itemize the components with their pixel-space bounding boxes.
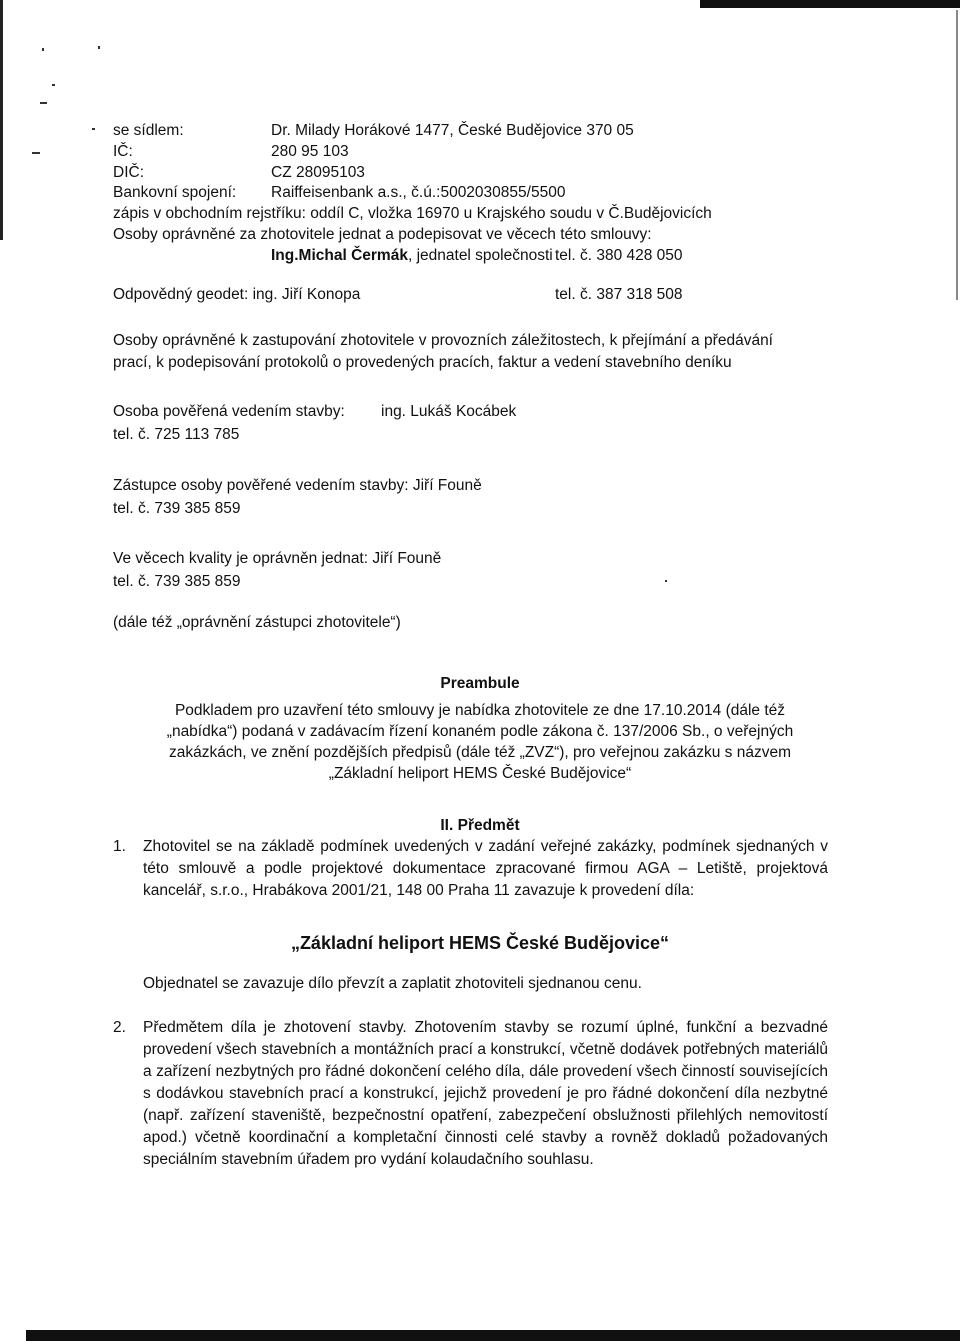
preamble-line: „Základní heliport HEMS České Budějovice“ [328, 765, 632, 782]
scan-border-bottom [26, 1330, 960, 1341]
representative-role: , jednatel společnosti [407, 247, 553, 264]
scan-speck [32, 152, 40, 154]
deputy: Zástupce osoby pověřené vedením stavby: Jiří Founě [113, 477, 482, 494]
work-title: „Základní heliport HEMS České Budějovice“ [290, 933, 670, 953]
item-1-text: Zhotovitel se na základě podmínek uvedených v zadání veřejné zakázky, podmínek sjednaných v této smlouvě a podle projektové dokumentace zpracované firmou AGA – Letiště, projektová kancelář, s.r.o., Hrabákova 2001/21, 148 00 Praha 11 zavazuje k provedení díla: [143, 838, 828, 899]
representative [271, 245, 553, 267]
section-title: II. Předmět [440, 817, 520, 834]
ic-value: 280 95 103 [271, 143, 349, 160]
preamble-title: Preambule [440, 675, 520, 692]
scan-border-left [0, 0, 3, 240]
scan-border-right [956, 10, 958, 300]
preamble-line: „nabídka“) podaná v zadávacím řízení konaném podle zákona č. 137/2006 Sb., o veřejných [166, 723, 794, 740]
scan-speck [98, 46, 100, 49]
item-2-text: Předmětem díla je zhotovení stavby. Zhotovením stavby se rozumí úplné, funkční a bezvadné provedení všech stavebních a montážních prací a konstrukcí, včetně dodávek potřebných materiálů a zařízení nezbytných pro řádné dokončení celého díla, dále provedení všech činností souvisejících s dodávkou stavebních prací a konstrukcí, jejichž provedení je pro řádné dokončení díla nezbytné (např. zařízení staveniště, bezpečnostní opatření, zabezpečení obslužnosti přilehlých nemovitostí apod.) včetně koordinační a kompletační činnosti celé stavby a rovněž dokladů požadovaných speciálním stavebním úřadem pro vydání kolaudačního souhlasu. [143, 1019, 828, 1168]
manager-tel: tel. č. 725 113 785 [113, 426, 240, 443]
sidlo-value: Dr. Milady Horákové 1477, České Budějovice 370 05 [271, 122, 634, 139]
manager-name: ing. Lukáš Kocábek [381, 403, 517, 420]
scan-speck [665, 580, 667, 582]
scan-speck [40, 102, 47, 104]
representative-name: Ing.Michal Čermák [271, 247, 408, 264]
geodet: Odpovědný geodet: ing. Jiří Konopa [113, 286, 361, 303]
bank-label: Bankovní spojení: [113, 184, 237, 201]
sidlo-label: se sídlem: [113, 122, 184, 139]
bank-value: Raiffeisenbank a.s., č.ú.:5002030855/5500 [271, 184, 566, 201]
quality: Ve věcech kvality je oprávněn jednat: Jiří Founě [113, 550, 442, 567]
representatives-intro: Osoby oprávněné k zastupování zhotovitele v provozních záležitostech, k přejímání a předávání prací, k podepisování protokolů o provedených pracích, faktur a vedení stavebního deníku [113, 332, 773, 371]
client-obligation: Objednatel se zavazuje dílo převzít a zaplatit zhotoviteli sjednanou cenu. [143, 975, 642, 992]
scan-speck [42, 48, 44, 51]
quality-tel: tel. č. 739 385 859 [113, 573, 241, 590]
item-number: 2. [113, 1019, 126, 1036]
dic-label: DIČ: [113, 164, 144, 181]
scan-speck [52, 84, 55, 86]
geodet-tel: tel. č. 387 318 508 [555, 286, 683, 303]
registry-line: zápis v obchodním rejstříku: oddíl C, vložka 16970 u Krajského soudu v Č.Budějovicích [113, 205, 712, 222]
deputy-tel: tel. č. 739 385 859 [113, 500, 241, 517]
ic-label: IČ: [113, 143, 133, 160]
preamble-line: Podkladem pro uzavření této smlouvy je nabídka zhotovitele ze dne 17.10.2014 (dále též [174, 702, 786, 719]
scan-speck [92, 128, 95, 130]
authorized-persons: Osoby oprávněné za zhotovitele jednat a podepisovat ve věcech této smlouvy: [113, 226, 652, 243]
manager-label: Osoba pověřená vedením stavby: [113, 403, 345, 420]
item-number: 1. [113, 838, 126, 855]
scan-border-top [700, 0, 960, 8]
representative-tel: tel. č. 380 428 050 [555, 247, 683, 264]
preamble-line: zakázkách, ve znění pozdějších předpisů (dále též „ZVZ“), pro veřejnou zakázku s názvem [168, 744, 791, 761]
dic-value: CZ 28095103 [271, 164, 365, 181]
representatives-alias: (dále též „oprávnění zástupci zhotovitele“) [113, 614, 401, 631]
